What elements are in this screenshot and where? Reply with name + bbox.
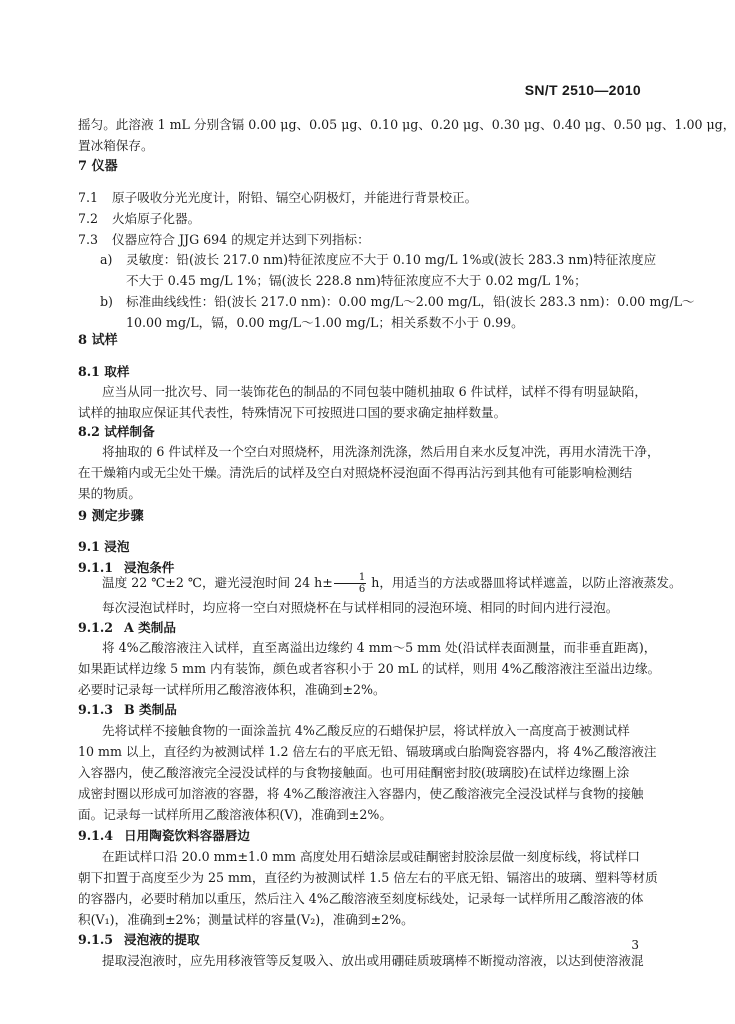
text-line: 必要时记录每一试样所用乙酸溶液体积，准确到±2%。 bbox=[78, 682, 386, 697]
clause-number: 9.1.3 bbox=[78, 702, 114, 717]
clause-title: 浸泡液的提取 bbox=[124, 932, 200, 947]
clause-9-1-3-heading bbox=[78, 699, 644, 720]
text-line: 提取浸泡液时，应先用移液管等反复吸入、放出或用硼硅质玻璃棒不断搅动溶液，以达到使溶液混 bbox=[102, 953, 644, 968]
intro-paragraph bbox=[78, 114, 735, 156]
text-line: 置冰箱保存。 bbox=[78, 138, 154, 153]
clause-number: 7.1 bbox=[78, 190, 99, 205]
clause-9-1-heading: 9.1 浸泡 bbox=[78, 539, 130, 554]
text-line: 应当从同一批次号、同一装饰花色的制品的不同包装中随机抽取 6 件试样，试样不得有明显缺陷， bbox=[102, 384, 647, 399]
text-line: 标准曲线线性：铅(波长 217.0 nm)：0.00 mg/L～2.00 mg/L，铅(波长 283.3 nm)：0.00 mg/L～ bbox=[126, 294, 695, 309]
clause-7-3 bbox=[78, 229, 644, 250]
clause-9-1-5-paragraph bbox=[78, 950, 644, 971]
clause-number: 7.2 bbox=[78, 211, 99, 226]
list-label: a) bbox=[100, 252, 113, 267]
fraction-numerator: 1 bbox=[334, 572, 366, 584]
text-line: 果的物质。 bbox=[78, 486, 141, 501]
clause-title: B 类制品 bbox=[124, 702, 177, 717]
text-line: 将抽取的 6 件试样及一个空白对照烧杯，用洗涤剂洗涤，然后用自来水反复冲洗，再用水清洗干净， bbox=[102, 444, 660, 459]
text-line: 朝下扣置于高度至少为 25 mm，直径约为被测试样 1.5 倍左右的平底无铅、镉溶出的玻璃、塑料等材质 bbox=[78, 870, 658, 885]
text-line: 在距试样口沿 20.0 mm±1.0 mm 高度处用石蜡涂层或硅酮密封胶涂层做一刻度标线，将试样口 bbox=[102, 849, 640, 864]
clause-9-1-4-heading bbox=[78, 825, 644, 846]
fraction-denominator: 6 bbox=[358, 584, 366, 595]
fraction bbox=[334, 572, 366, 595]
clause-number: 9.1.5 bbox=[78, 932, 114, 947]
clause-7-1 bbox=[78, 187, 644, 208]
clause-number: 9.1.4 bbox=[78, 828, 114, 843]
clause-9-1-5-heading bbox=[78, 929, 644, 950]
clause-title: A 类制品 bbox=[124, 620, 176, 635]
text-line: 将 4%乙酸溶液注入试样，直至离溢出边缘约 4 mm～5 mm 处(沿试样表面测量，而非垂直距离)， bbox=[102, 640, 657, 655]
clause-9-1-4-paragraph bbox=[78, 846, 658, 930]
text-line: 入容器内，使乙酸溶液完全浸没试样的与食物接触面。也可用硅酮密封胶(玻璃胶)在试样边缘圈上涂 bbox=[78, 765, 630, 780]
text-line: 如果距试样边缘 5 mm 内有装饰，颜色或者容积小于 20 mL 的试样，则用 4%乙酸溶液注至溢出边缘。 bbox=[78, 661, 661, 676]
text-segment: h，用适当的方法或器皿将试样遮盖，以防止溶液蒸发。 bbox=[367, 575, 682, 590]
clause-8-2-paragraph bbox=[78, 441, 660, 504]
text-line: 的容器内，必要时稍加以重压，然后注入 4%乙酸溶液至刻度标线处，记录每一试样所用乙酸溶液的体 bbox=[78, 891, 644, 906]
clause-8-2-heading: 8.2 试样制备 bbox=[78, 424, 155, 439]
clause-number: 9.1.2 bbox=[78, 620, 114, 635]
section-9-heading: 9 测定步骤 bbox=[78, 509, 144, 524]
clause-9-1-1-paragraph bbox=[78, 597, 644, 618]
text-line: 试样的抽取应保证其代表性，特殊情况下可按照进口国的要求确定抽样数量。 bbox=[78, 405, 507, 420]
text-line: 成密封圈以形成可加溶液的容器，将 4%乙酸溶液注入容器内，使乙酸溶液完全浸没试样与食物的接触 bbox=[78, 786, 644, 801]
clause-text: 火焰原子化器。 bbox=[112, 211, 201, 226]
text-line: 摇匀。此溶液 1 mL 分别含镉 0.00 μg、0.05 μg、0.10 μg、0.20 μg、0.30 μg、0.40 μg、0.50 μg、1.00 μg， bbox=[78, 117, 735, 132]
standard-code-header: SN/T 2510—2010 bbox=[524, 82, 641, 98]
clause-text: 仪器应符合 JJG 694 的规定并达到下列指标： bbox=[112, 232, 370, 247]
page-number: 3 bbox=[631, 938, 639, 952]
clause-7-2 bbox=[78, 208, 644, 229]
clause-9-1-2-paragraph bbox=[78, 637, 661, 700]
clause-number: 9.1.1 bbox=[78, 560, 114, 575]
clause-9-1-1-condition bbox=[78, 572, 682, 595]
text-line: 10 mm 以上，直径约为被测试样 1.2 倍左右的平底无铅、镉玻璃或白胎陶瓷容器内，将 4%乙酸溶液注 bbox=[78, 744, 657, 759]
list-label: b) bbox=[100, 294, 113, 309]
list-item-b bbox=[100, 291, 695, 333]
text-line: 不大于 0.45 mg/L 1%；镉(波长 228.8 nm)特征浓度应不大于 0.02 mg/L 1%； bbox=[126, 273, 587, 288]
text-line: 在干燥箱内或无尘处干燥。清洗后的试样及空白对照烧杯浸泡面不得再沾污到其他有可能影响检测结 bbox=[78, 465, 633, 480]
text-line: 面。记录每一试样所用乙酸溶液体积(V)，准确到±2%。 bbox=[78, 807, 392, 822]
text-line: 10.00 mg/L，镉，0.00 mg/L～1.00 mg/L；相关系数不小于 0.99。 bbox=[126, 315, 524, 330]
text-line: 先将试样不接触食物的一面涂盖抗 4%乙酸反应的石蜡保护层，将试样放入一高度高于被测试样 bbox=[102, 723, 630, 738]
clause-number: 7.3 bbox=[78, 232, 99, 247]
text-line: 积(V₁)，准确到±2%；测量试样的容量(V₂)，准确到±2%。 bbox=[78, 912, 414, 927]
clause-title: 日用陶瓷饮料容器唇边 bbox=[124, 828, 250, 843]
clause-8-1-paragraph bbox=[78, 381, 647, 423]
list-item-a bbox=[100, 249, 657, 291]
text-segment: 温度 22 ℃±2 ℃，避光浸泡时间 24 h± bbox=[102, 575, 333, 590]
clause-text: 原子吸收分光光度计，附铅、镉空心阴极灯，并能进行背景校正。 bbox=[112, 190, 478, 205]
text-line: 灵敏度：铅(波长 217.0 nm)特征浓度应不大于 0.10 mg/L 1%或(波长 283.3 nm)特征浓度应 bbox=[126, 252, 657, 267]
section-7-heading: 7 仪器 bbox=[78, 159, 118, 174]
clause-9-1-3-paragraph bbox=[78, 720, 657, 825]
clause-8-1-heading: 8.1 取样 bbox=[78, 364, 130, 379]
text-line: 每次浸泡试样时，均应将一空白对照烧杯在与试样相同的浸泡环境、相同的时间内进行浸泡。 bbox=[102, 600, 619, 615]
section-8-heading: 8 试样 bbox=[78, 333, 118, 348]
clause-9-1-2-heading bbox=[78, 617, 644, 638]
clause-title: 浸泡条件 bbox=[124, 560, 175, 575]
